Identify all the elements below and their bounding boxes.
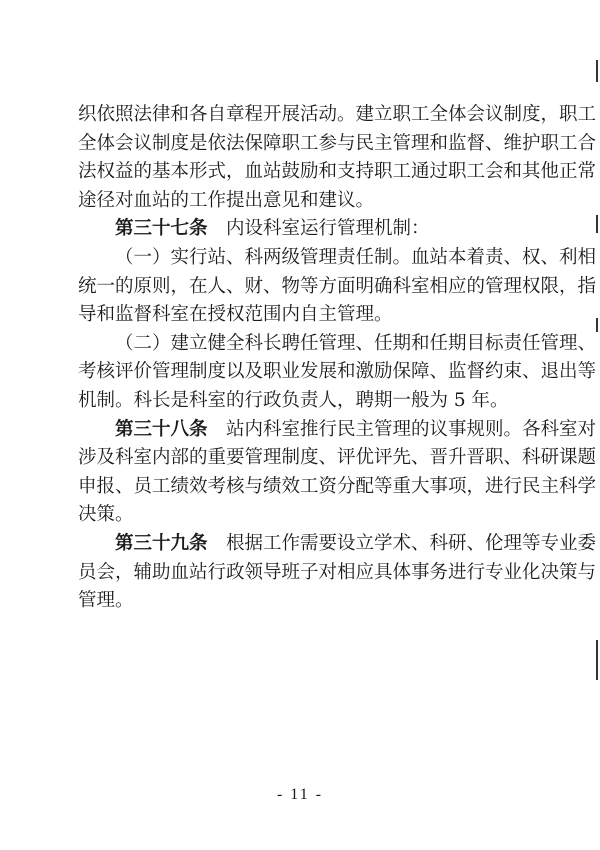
- line-text: 根据工作需要设立学术、科研、伦理等专业委: [226, 533, 597, 554]
- paragraph-line: [78, 275, 597, 299]
- line-text: 涉及科室内部的重要管理制度、评优评先、晋升晋职、科研课题: [78, 447, 597, 468]
- line-text: 站内科室推行民主管理的议事规则。各科室对: [226, 419, 597, 440]
- line-text: 决策。: [78, 504, 134, 525]
- paragraph-line: [78, 389, 524, 413]
- line-text: 机制。科长是科室的行政负责人，聘期一般为 5 年。: [78, 390, 509, 411]
- paragraph-line: [78, 589, 524, 613]
- paragraph-line: [78, 160, 597, 184]
- paragraph-line: [78, 561, 597, 585]
- scan-edge-mark: [596, 60, 598, 82]
- paragraph-line: [78, 303, 524, 327]
- article-heading: 第三十七条: [115, 218, 208, 239]
- line-text: 织依照法律和各自章程开展活动。建立职工全体会议制度，职工: [78, 104, 597, 125]
- scan-edge-mark: [596, 640, 598, 680]
- paragraph-line: [115, 332, 597, 356]
- line-text: 统一的原则，在人、财、物等方面明确科室相应的管理权限，指: [78, 276, 597, 297]
- paragraph-line: [78, 103, 597, 127]
- paragraph-line: [115, 532, 597, 556]
- paragraph-line: [78, 360, 597, 384]
- line-text: 全体会议制度是依法保障职工参与民主管理和监督、维护职工合: [78, 133, 597, 154]
- line-text: 考核评价管理制度以及职业发展和激励保障、监督约束、退出等: [78, 361, 597, 382]
- paragraph-line: [78, 132, 597, 156]
- article-heading: 第三十九条: [115, 533, 208, 554]
- paragraph-line: [78, 503, 524, 527]
- scan-edge-mark: [596, 318, 598, 332]
- scan-edge-mark: [596, 215, 598, 233]
- paragraph-line: [78, 189, 524, 213]
- line-text: 员会，辅助血站行政领导班子对相应具体事务进行专业化决策与: [78, 562, 597, 583]
- line-text: （二）建立健全科长聘任管理、任期和任期目标责任管理、: [115, 333, 597, 354]
- line-text: 途径对血站的工作提出意见和建议。: [78, 190, 375, 211]
- line-text: 导和监督科室在授权范围内自主管理。: [78, 304, 393, 325]
- paragraph-line: [78, 446, 597, 470]
- line-text: 管理。: [78, 590, 134, 611]
- article-heading: 第三十八条: [115, 419, 208, 440]
- paragraph-line: [115, 217, 524, 241]
- line-text: 内设科室运行管理机制：: [226, 218, 430, 239]
- paragraph-line: [115, 418, 597, 442]
- line-text: （一）实行站、科两级管理责任制。血站本着责、权、利相: [115, 247, 597, 268]
- page-number: - 11 -: [276, 786, 324, 803]
- paragraph-line: [115, 246, 597, 270]
- line-text: 申报、员工绩效考核与绩效工资分配等重大事项，进行民主科学: [78, 476, 597, 497]
- line-text: 法权益的基本形式，血站鼓励和支持职工通过职工会和其他正常: [78, 161, 597, 182]
- paragraph-line: [78, 475, 597, 499]
